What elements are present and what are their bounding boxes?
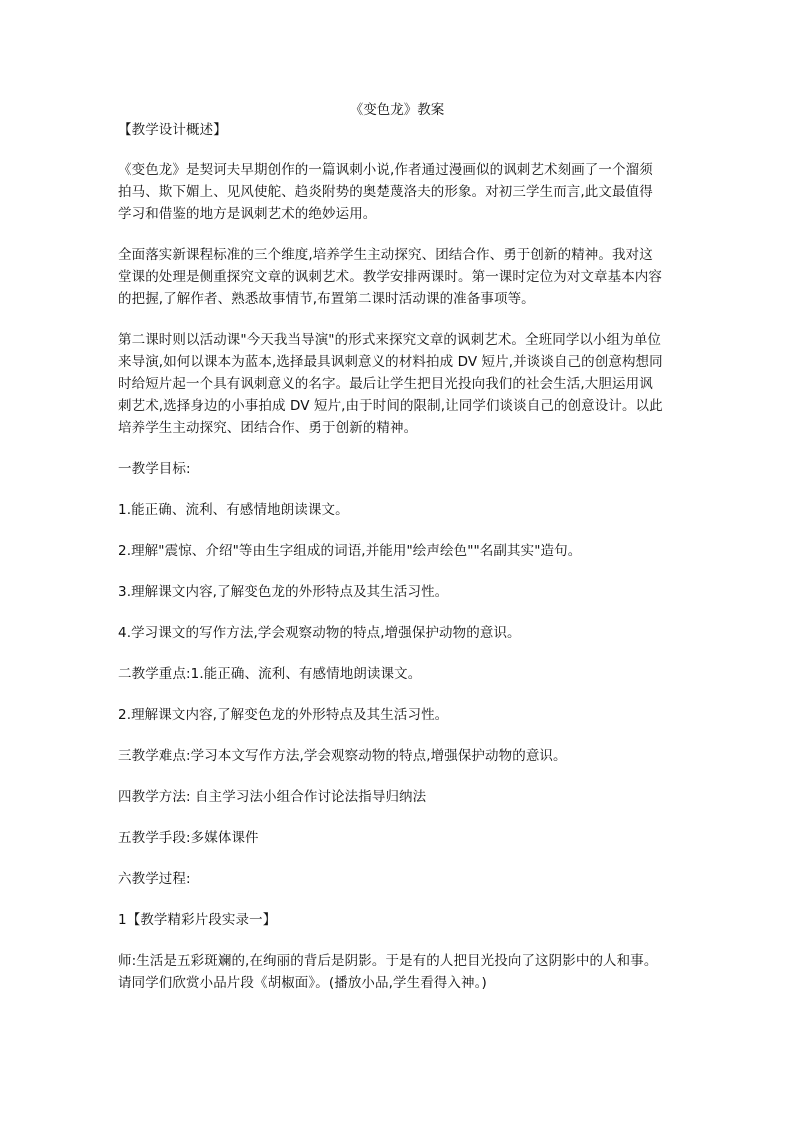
objective-item-2: 2.理解"震惊、介绍"等由生字组成的词语,并能用"绘声绘色""名副其实"造句。 [118,543,582,559]
document-title: 《变色龙》教案 [349,102,445,118]
key-point-item-2: 2.理解课文内容,了解变色龙的外形特点及其生活习性。 [118,707,449,723]
process-heading: 六教学过程: [118,871,191,887]
text-line: 师:生活是五彩斑斓的,在绚丽的背后是阴影。于是有的人把目光投向了这阴影中的人和事。 [118,953,658,969]
paragraph-overview [118,159,678,225]
objectives-heading: 一教学目标: [118,461,191,477]
objective-item-4: 4.学习课文的写作方法,学会观察动物的特点,增强保护动物的意识。 [118,625,521,641]
paragraph-teacher-dialogue [118,950,678,994]
text-line: 堂课的处理是侧重探究文章的讽刺艺术。教学安排两课时。第一课时定位为对文章基本内容 [118,269,662,285]
paragraph-second-lesson [118,329,678,439]
document-body [118,119,678,994]
objective-item-1: 1.能正确、流利、有感情地朗读课文。 [118,502,349,518]
section-heading: 【教学设计概述】 [118,122,227,138]
text-line: 《变色龙》是契诃夫早期创作的一篇讽刺小说,作者通过漫画似的讽刺艺术刻画了一个溜须 [118,162,653,178]
objective-item-3: 3.理解课文内容,了解变色龙的外形特点及其生活习性。 [118,584,449,600]
paragraph-standards [118,244,678,310]
segment-heading: 1【教学精彩片段实录一】 [118,912,277,928]
text-line: 第二课时则以活动课"今天我当导演"的形式来探究文章的讽刺艺术。全班同学以小组为单位 [118,332,662,348]
text-line: 时给短片起一个具有讽刺意义的名字。最后让学生把目光投向我们的社会生活,大胆运用讽 [118,376,653,392]
methods-line: 四教学方法: 自主学习法小组合作讨论法指导归纳法 [118,789,427,805]
key-points-heading: 二教学重点:1.能正确、流利、有感情地朗读课文。 [118,666,422,682]
text-line: 刺艺术,选择身边的小事拍成 DV 短片,由于时间的限制,让同学们谈谈自己的创意设计。以此 [118,398,663,414]
text-line: 培养学生主动探究、团结合作、勇于创新的精神。 [118,420,418,436]
text-line: 的把握,了解作者、熟悉故事情节,布置第二课时活动课的准备事项等。 [118,291,535,307]
difficulties-line: 三教学难点:学习本文写作方法,学会观察动物的特点,增强保护动物的意识。 [118,748,567,764]
text-line: 学习和借鉴的地方是讽刺艺术的绝妙运用。 [118,206,377,222]
text-line: 全面落实新课程标准的三个维度,培养学生主动探究、团结合作、勇于创新的精神。我对这 [118,247,653,263]
text-line: 拍马、欺下媚上、见风使舵、趋炎附势的奥楚蔑洛夫的形象。对初三学生而言,此文最值得 [118,184,653,200]
text-line: 请同学们欣赏小品片段《胡椒面》。(播放小品,学生看得入神。) [118,975,487,991]
means-line: 五教学手段:多媒体课件 [118,830,259,846]
text-line: 来导演,如何以课本为蓝本,选择最具讽刺意义的材料拍成 DV 短片,并谈谈自己的创意构想同 [118,354,663,370]
